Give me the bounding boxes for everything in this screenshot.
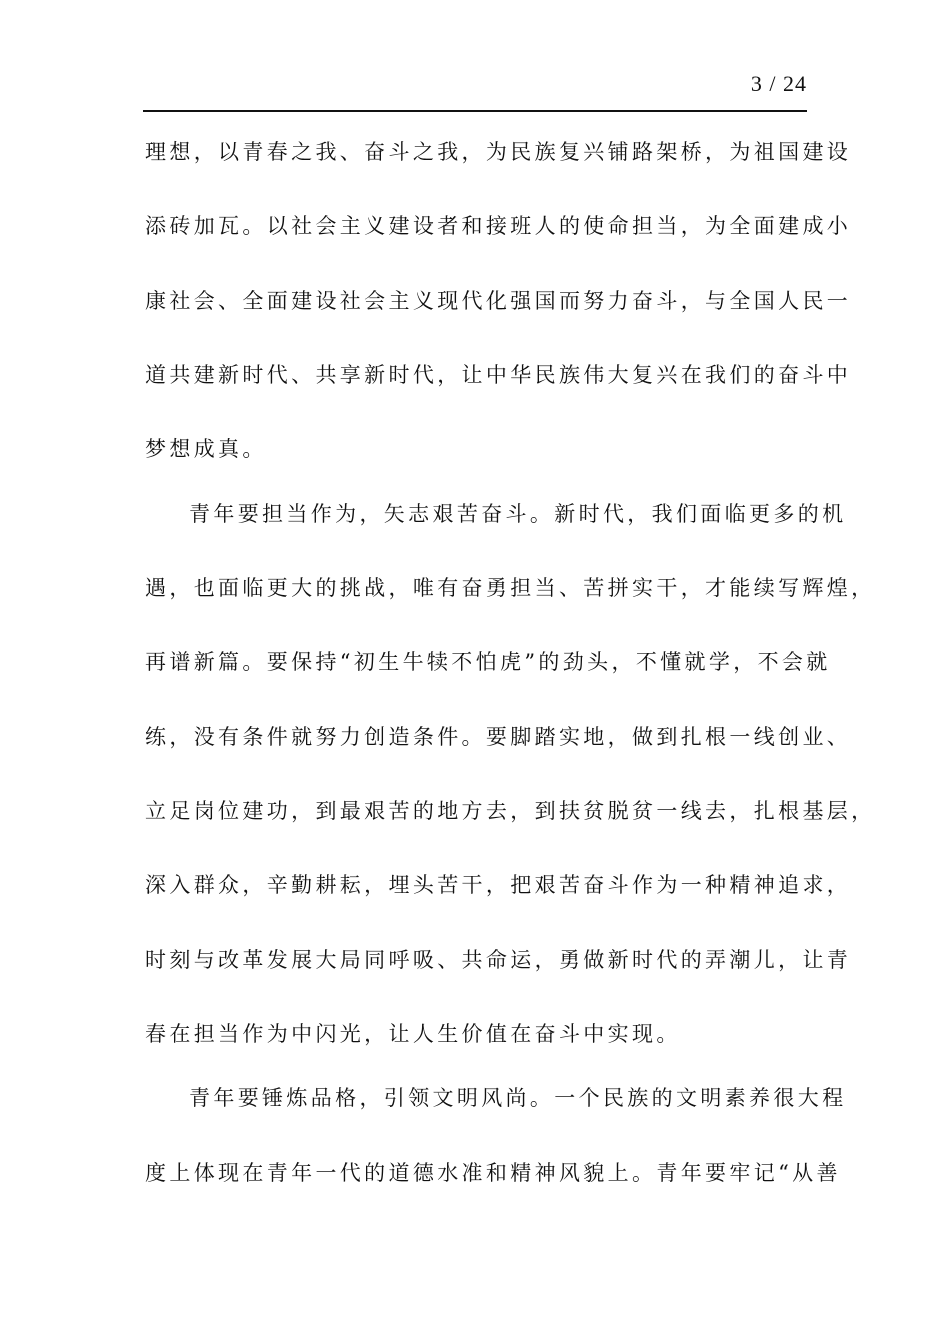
text-line: 康社会、全面建设社会主义现代化强国而努力奋斗，与全国人民一	[145, 289, 852, 313]
text-line: 道共建新时代、共享新时代，让中华民族伟大复兴在我们的奋斗中	[145, 363, 852, 387]
text-line: 梦想成真。	[145, 437, 267, 461]
paragraph-first-line: 青年要锤炼品格，引领文明风尚。一个民族的文明素养很大程	[189, 1086, 847, 1110]
text-line: 立足岗位建功，到最艰苦的地方去，到扶贫脱贫一线去，扎根基层，	[145, 799, 876, 823]
text-line: 再谱新篇。要保持“初生牛犊不怕虎”的劲头，不懂就学，不会就	[145, 650, 831, 674]
text-line: 春在担当作为中闪光，让人生价值在奋斗中实现。	[145, 1022, 681, 1046]
text-line: 度上体现在青年一代的道德水准和精神风貌上。青年要牢记“从善	[145, 1161, 841, 1185]
text-line: 练，没有条件就努力创造条件。要脚踏实地，做到扎根一线创业、	[145, 725, 852, 749]
paragraph-first-line: 青年要担当作为，矢志艰苦奋斗。新时代，我们面临更多的机	[189, 502, 847, 526]
text-line: 深入群众，辛勤耕耘，埋头苦干，把艰苦奋斗作为一种精神追求，	[145, 873, 852, 897]
page-number: 3 / 24	[750, 71, 807, 96]
text-line: 理想，以青春之我、奋斗之我，为民族复兴铺路架桥，为祖国建设	[145, 140, 852, 164]
text-line: 遇，也面临更大的挑战，唯有奋勇担当、苦拼实干，才能续写辉煌，	[145, 576, 876, 600]
text-line: 时刻与改革发展大局同呼吸、共命运，勇做新时代的弄潮儿，让青	[145, 948, 852, 972]
header-divider	[143, 110, 807, 112]
text-line: 添砖加瓦。以社会主义建设者和接班人的使命担当，为全面建成小	[145, 214, 852, 238]
